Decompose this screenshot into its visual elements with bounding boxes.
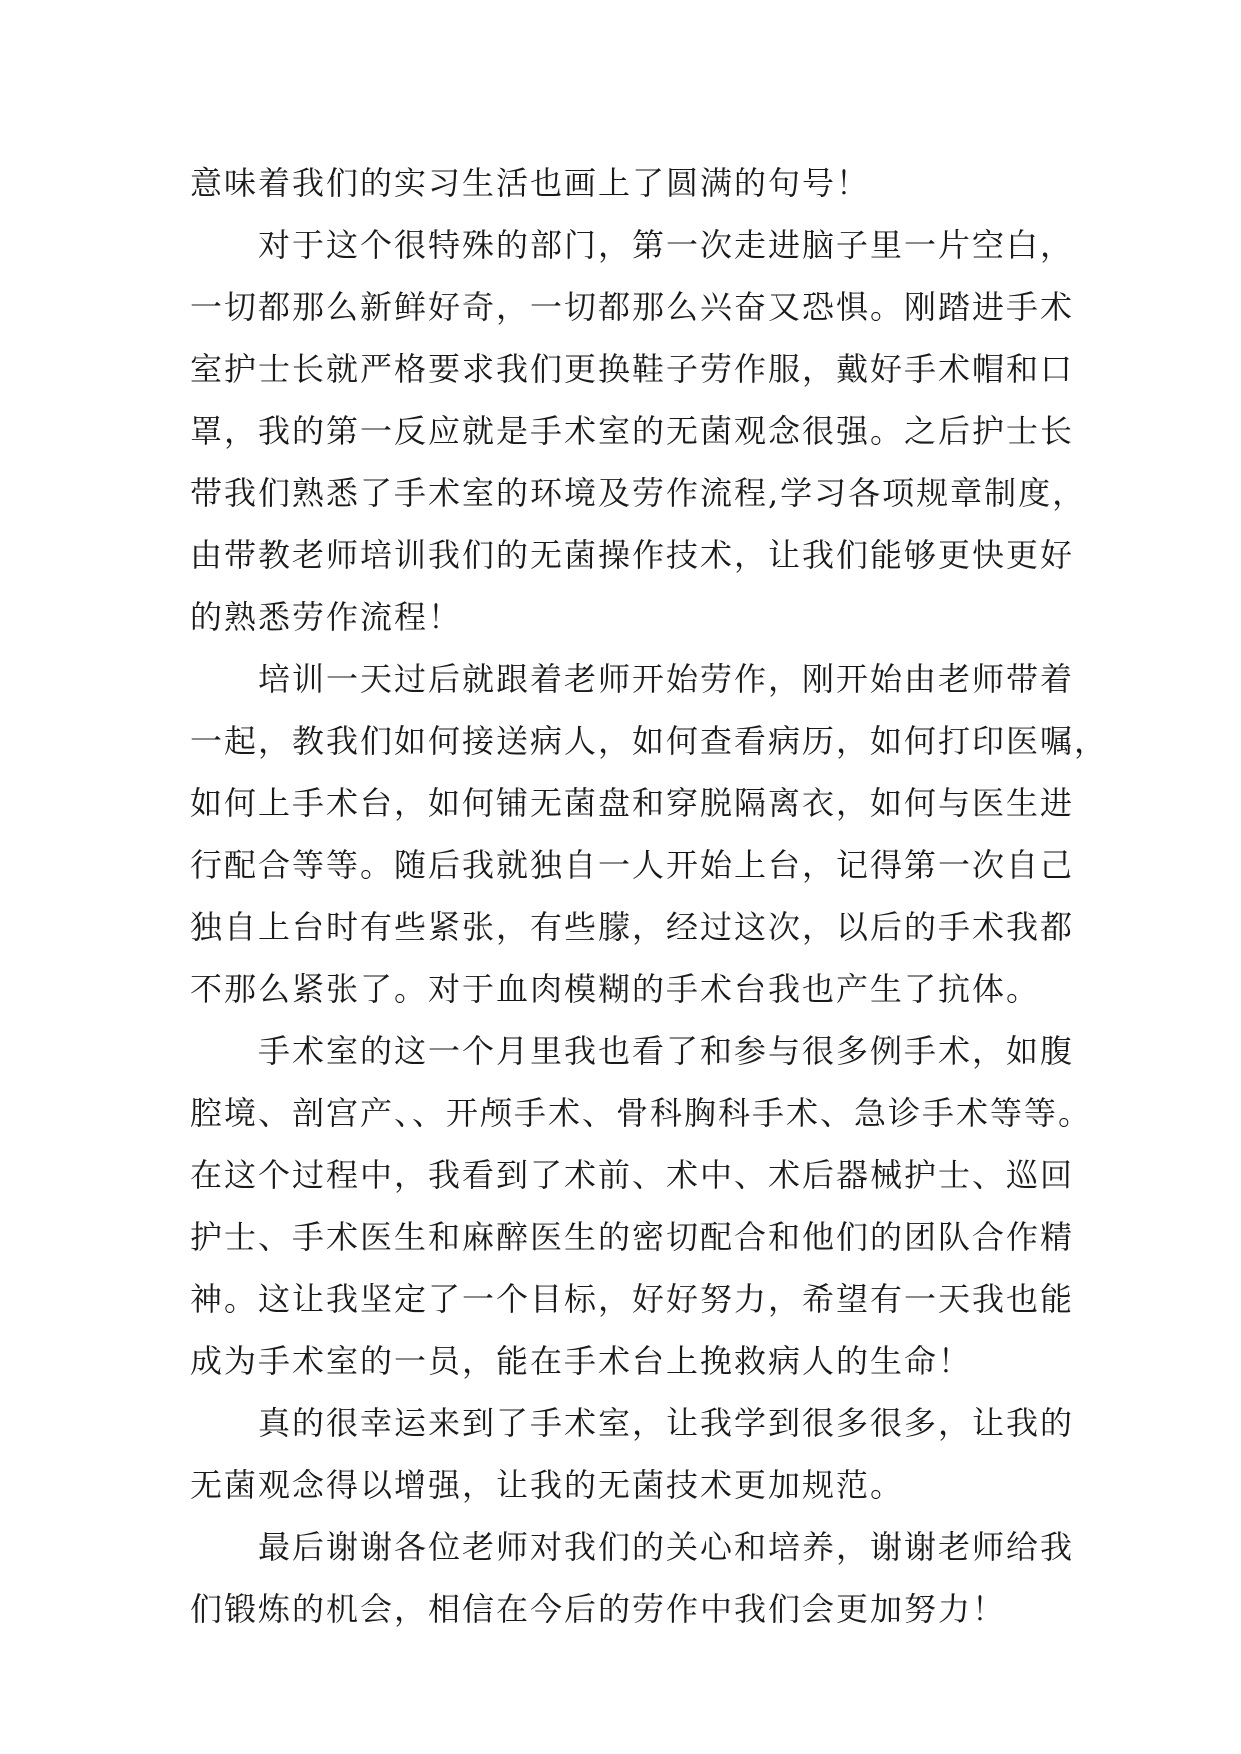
text-line: 意味着我们的实习生活也画上了圆满的句号！ bbox=[190, 164, 871, 202]
text-line: 成为手术室的一员，能在手术台上挽救病人的生命！ bbox=[190, 1342, 973, 1380]
text-line: 最后谢谢各位老师对我们的关心和培养，谢谢老师给我 bbox=[258, 1528, 1075, 1566]
text-line: 独自上台时有些紧张，有些朦，经过这次，以后的手术我都 bbox=[190, 908, 1075, 946]
text-line: 室护士长就严格要求我们更换鞋子劳作服，戴好手术帽和口 bbox=[190, 350, 1075, 388]
text-line: 真的很幸运来到了手术室，让我学到很多很多，让我的 bbox=[258, 1404, 1075, 1442]
text-line: 罩，我的第一反应就是手术室的无菌观念很强。之后护士长 bbox=[190, 412, 1075, 450]
text-line: 腔境、剖宫产、、开颅手术、骨科胸科手术、急诊手术等等。 bbox=[190, 1094, 1093, 1132]
body-text bbox=[190, 152, 1109, 1640]
text-line: 一切都那么新鲜好奇，一切都那么兴奋又恐惧。刚踏进手术 bbox=[190, 288, 1075, 326]
text-line: 们锻炼的机会，相信在今后的劳作中我们会更加努力！ bbox=[190, 1590, 1007, 1628]
text-line: 对于这个很特殊的部门，第一次走进脑子里一片空白， bbox=[258, 226, 1075, 264]
text-line: 如何上手术台，如何铺无菌盘和穿脱隔离衣，如何与医生进 bbox=[190, 784, 1075, 822]
text-line: 护士、手术医生和麻醉医生的密切配合和他们的团队合作精 bbox=[190, 1218, 1075, 1256]
text-line: 带我们熟悉了手术室的环境及劳作流程,学习各项规章制度， bbox=[190, 474, 1087, 512]
text-line: 无菌观念得以增强，让我的无菌技术更加规范。 bbox=[190, 1466, 905, 1504]
text-line: 手术室的这一个月里我也看了和参与很多例手术，如腹 bbox=[258, 1032, 1075, 1070]
text-line: 的熟悉劳作流程！ bbox=[190, 598, 463, 636]
text-line: 不那么紧张了。对于血肉模糊的手术台我也产生了抗体。 bbox=[190, 970, 1041, 1008]
text-line: 在这个过程中，我看到了术前、术中、术后器械护士、巡回 bbox=[190, 1156, 1075, 1194]
text-line: 行配合等等。随后我就独自一人开始上台，记得第一次自己 bbox=[190, 846, 1075, 884]
text-line: 由带教老师培训我们的无菌操作技术，让我们能够更快更好 bbox=[190, 536, 1075, 574]
text-line: 一起，教我们如何接送病人，如何查看病历，如何打印医嘱， bbox=[190, 722, 1109, 760]
text-line: 培训一天过后就跟着老师开始劳作，刚开始由老师带着 bbox=[258, 660, 1075, 698]
text-line: 神。这让我坚定了一个目标，好好努力，希望有一天我也能 bbox=[190, 1280, 1075, 1318]
